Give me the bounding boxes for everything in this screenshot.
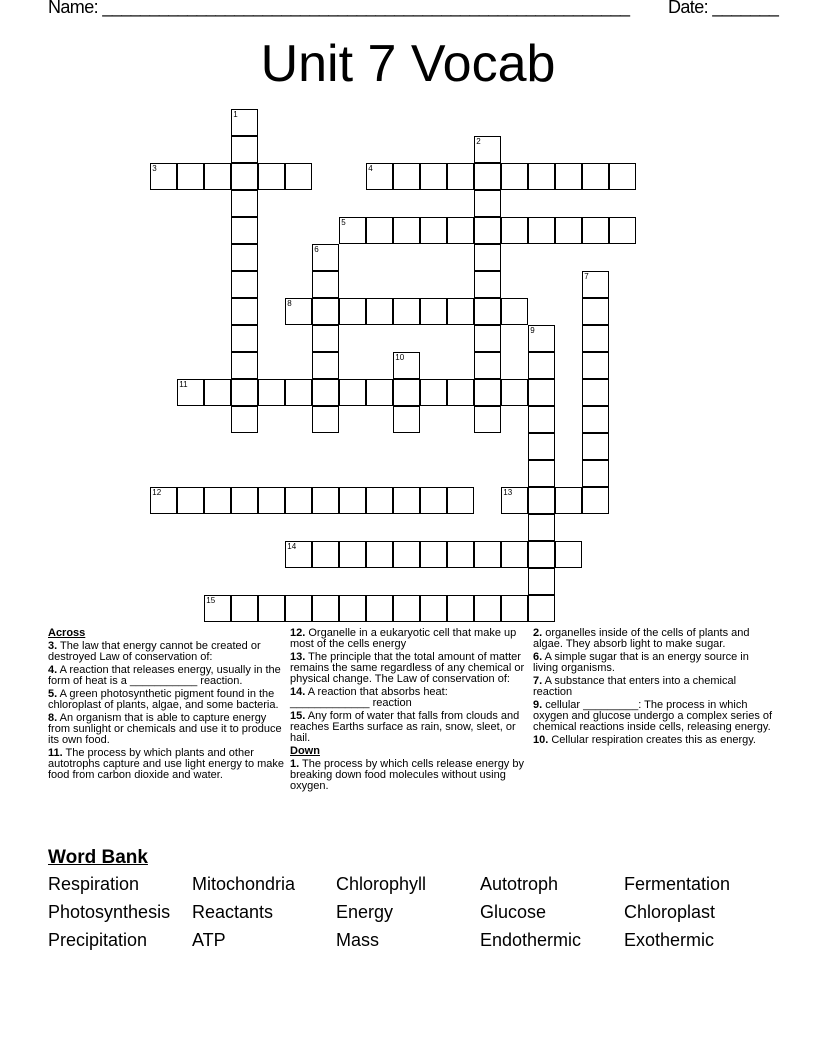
grid-cell[interactable] [474,217,501,244]
grid-cell[interactable] [339,217,366,244]
grid-cell[interactable] [366,298,393,325]
grid-cell[interactable] [528,406,555,433]
grid-cell[interactable] [447,595,474,622]
clue-number: 12 [152,488,162,498]
grid-cell[interactable] [231,163,258,190]
grid-cell[interactable] [312,352,339,379]
clue-across-8: 8. An organism that is able to capture energy from sunlight or chemicals and use it to produce its own food. [48,712,282,746]
grid-cell[interactable] [501,487,528,514]
grid-cell[interactable] [231,379,258,406]
grid-cell[interactable] [528,163,555,190]
grid-cell[interactable] [204,379,231,406]
grid-cell[interactable] [393,298,420,325]
grid-cell[interactable] [474,352,501,379]
grid-cell[interactable] [582,217,609,244]
down-heading: Down [290,745,320,757]
grid-cell[interactable] [420,217,447,244]
grid-cell[interactable] [501,595,528,622]
grid-cell[interactable] [528,541,555,568]
grid-cell[interactable] [150,163,177,190]
word-bank-item: Energy [336,902,394,922]
grid-cell[interactable] [231,325,258,352]
grid-cell[interactable] [285,379,312,406]
date-field[interactable]: Date: _______ [668,0,779,17]
clue-down-2: 2. organelles inside of the cells of plants and algae. They absorb light to make sugar. [533,627,750,650]
clue-across-5: 5. A green photosynthetic pigment found in the chloroplast of plants, algae, and some bacteria. [48,688,279,711]
grid-cell[interactable] [609,163,636,190]
clues-column-3 [533,628,773,748]
grid-cell[interactable] [474,406,501,433]
clue-down-9: 9. cellular _________: The process in which oxygen and glucose undergo a complex series of chemical reactions inside cells, releasing energy. [533,699,773,733]
word-bank-item: Mitochondria [192,874,296,894]
clue-number: 1 [233,110,238,120]
grid-cell[interactable] [528,487,555,514]
clue-across-14: 14. A reaction that absorbs heat: _____________ reaction [290,686,448,709]
word-bank-title: Word Bank [48,847,148,868]
page-title: Unit 7 Vocab [260,35,556,93]
clue-number: 15 [206,596,216,606]
grid-cell[interactable] [582,487,609,514]
word-bank-item: Respiration [48,874,140,894]
grid-cell[interactable] [582,352,609,379]
grid-cell[interactable] [339,595,366,622]
crossword-grid [151,110,651,630]
grid-cell[interactable] [231,190,258,217]
clue-number: 10 [395,353,405,363]
grid-cell[interactable] [393,487,420,514]
grid-cell[interactable] [339,298,366,325]
grid-cell[interactable] [258,595,285,622]
grid-cell[interactable] [231,136,258,163]
clue-across-15: 15. Any form of water that falls from clouds and reaches Earths surface as rain, snow, sleet, or hail. [290,710,520,744]
word-bank-item: Precipitation [48,930,148,950]
grid-cell[interactable] [501,298,528,325]
grid-cell[interactable] [177,379,204,406]
name-field[interactable]: Name: ________________________________________________________ [48,0,630,17]
word-bank-item: Glucose [480,902,547,922]
grid-cell[interactable] [528,568,555,595]
grid-cell[interactable] [528,595,555,622]
grid-cell[interactable] [501,379,528,406]
grid-cell[interactable] [231,109,258,136]
grid-cell[interactable] [231,244,258,271]
grid-cell[interactable] [285,595,312,622]
grid-cell[interactable] [420,163,447,190]
word-bank-item: Reactants [192,902,274,922]
grid-cell[interactable] [420,379,447,406]
grid-cell[interactable] [420,541,447,568]
clue-across-4: 4. A reaction that releases energy, usually in the form of heat is a ___________ reaction. [48,664,281,687]
grid-cell[interactable] [528,379,555,406]
clues-column-1 [48,628,288,783]
grid-cell[interactable] [582,379,609,406]
clue-number: 14 [287,542,297,552]
clue-across-12: 12. Organelle in a eukaryotic cell that make up most of the cells energy [290,627,517,650]
clue-number: 8 [287,299,292,309]
grid-cell[interactable] [447,217,474,244]
word-bank-item: Fermentation [624,874,731,894]
word-bank-item: Endothermic [480,930,582,950]
grid-cell[interactable] [393,379,420,406]
clue-number: 3 [152,164,157,174]
grid-cell[interactable] [528,433,555,460]
clue-down-7: 7. A substance that enters into a chemical reaction [533,675,737,698]
clue-number: 11 [179,380,188,390]
grid-cell[interactable] [447,541,474,568]
grid-cell[interactable] [312,541,339,568]
grid-cell[interactable] [285,541,312,568]
grid-cell[interactable] [609,217,636,244]
grid-cell[interactable] [204,163,231,190]
grid-cell[interactable] [474,541,501,568]
grid-cell[interactable] [582,325,609,352]
grid-cell[interactable] [420,298,447,325]
grid-cell[interactable] [474,271,501,298]
grid-cell[interactable] [177,163,204,190]
grid-cell[interactable] [393,352,420,379]
grid-cell[interactable] [420,487,447,514]
word-bank-item: Mass [336,930,380,950]
grid-cell[interactable] [393,406,420,433]
grid-cell[interactable] [366,163,393,190]
grid-cell[interactable] [312,406,339,433]
grid-cell[interactable] [474,298,501,325]
word-bank-item: Chloroplast [624,902,716,922]
grid-cell[interactable] [528,325,555,352]
word-bank [48,874,778,951]
grid-cell[interactable] [528,460,555,487]
grid-cell[interactable] [582,460,609,487]
across-heading: Across [48,627,86,639]
grid-cell[interactable] [312,298,339,325]
grid-cell[interactable] [555,541,582,568]
grid-cell[interactable] [474,595,501,622]
grid-cell[interactable] [204,595,231,622]
grid-cell[interactable] [231,487,258,514]
grid-cell[interactable] [312,271,339,298]
word-bank-item: Photosynthesis [48,902,171,922]
grid-cell[interactable] [447,298,474,325]
word-bank-item: ATP [192,930,226,950]
grid-cell[interactable] [231,406,258,433]
clue-number: 7 [584,272,589,282]
clue-down-6: 6. A simple sugar that is an energy source in living organisms. [533,651,749,674]
grid-cell[interactable] [285,163,312,190]
grid-cell[interactable] [312,487,339,514]
clue-number: 4 [368,164,373,174]
grid-cell[interactable] [555,487,582,514]
grid-cell[interactable] [366,379,393,406]
grid-cell[interactable] [393,217,420,244]
grid-cell[interactable] [474,163,501,190]
grid-cell[interactable] [258,487,285,514]
grid-cell[interactable] [528,217,555,244]
grid-cell[interactable] [447,487,474,514]
grid-cell[interactable] [420,595,447,622]
grid-cell[interactable] [150,487,177,514]
word-bank-item: Autotroph [480,874,559,894]
grid-cell[interactable] [474,325,501,352]
grid-cell[interactable] [231,298,258,325]
clue-down-1: 1. The process by which cells release energy by breaking down food molecules without using oxygen. [290,758,524,792]
grid-cell[interactable] [582,433,609,460]
grid-cell[interactable] [474,244,501,271]
grid-cell[interactable] [447,379,474,406]
grid-cell[interactable] [366,487,393,514]
grid-cell[interactable] [312,244,339,271]
grid-cell[interactable] [258,379,285,406]
grid-cell[interactable] [177,487,204,514]
clue-number: 6 [314,245,319,255]
grid-cell[interactable] [555,163,582,190]
grid-cell[interactable] [474,136,501,163]
grid-cell[interactable] [528,352,555,379]
grid-cell[interactable] [393,163,420,190]
grid-cell[interactable] [366,595,393,622]
grid-cell[interactable] [339,541,366,568]
grid-cell[interactable] [312,325,339,352]
grid-cell[interactable] [366,217,393,244]
grid-cell[interactable] [204,487,231,514]
grid-cell[interactable] [474,379,501,406]
grid-cell[interactable] [528,514,555,541]
grid-cell[interactable] [285,298,312,325]
grid-cell[interactable] [501,163,528,190]
grid-cell[interactable] [231,271,258,298]
clue-number: 5 [341,218,346,228]
grid-cell[interactable] [339,379,366,406]
clue-across-13: 13. The principle that the total amount of matter remains the same regardless of any chemical or physical change. The Law of conservation of: [290,651,525,685]
word-bank-item: Exothermic [624,930,715,950]
grid-cell[interactable] [285,487,312,514]
grid-cell[interactable] [582,163,609,190]
grid-cell[interactable] [231,595,258,622]
grid-cell[interactable] [312,595,339,622]
clue-across-11: 11. The process by which plants and other autotrophs capture and use light energy to make food from carbon dioxide and water. [48,747,285,781]
grid-cell[interactable] [582,406,609,433]
clue-number: 9 [530,326,535,336]
word-bank-item: Chlorophyll [336,874,427,894]
clues-column-2 [290,628,525,794]
clue-number: 2 [476,137,481,147]
grid-cell[interactable] [258,163,285,190]
grid-cell[interactable] [582,298,609,325]
grid-cell[interactable] [393,541,420,568]
clue-across-3: 3. The law that energy cannot be created or destroyed Law of conservation of: [48,640,261,663]
grid-cell[interactable] [474,190,501,217]
grid-cell[interactable] [312,379,339,406]
grid-cell[interactable] [555,217,582,244]
grid-cell[interactable] [447,163,474,190]
clue-down-10: 10. Cellular respiration creates this as energy. [533,734,756,746]
grid-cell[interactable] [582,271,609,298]
grid-cell[interactable] [366,541,393,568]
grid-cell[interactable] [231,352,258,379]
grid-cell[interactable] [501,217,528,244]
grid-cell[interactable] [393,595,420,622]
grid-cell[interactable] [231,217,258,244]
clue-number: 13 [503,488,513,498]
grid-cell[interactable] [501,541,528,568]
grid-cell[interactable] [339,487,366,514]
